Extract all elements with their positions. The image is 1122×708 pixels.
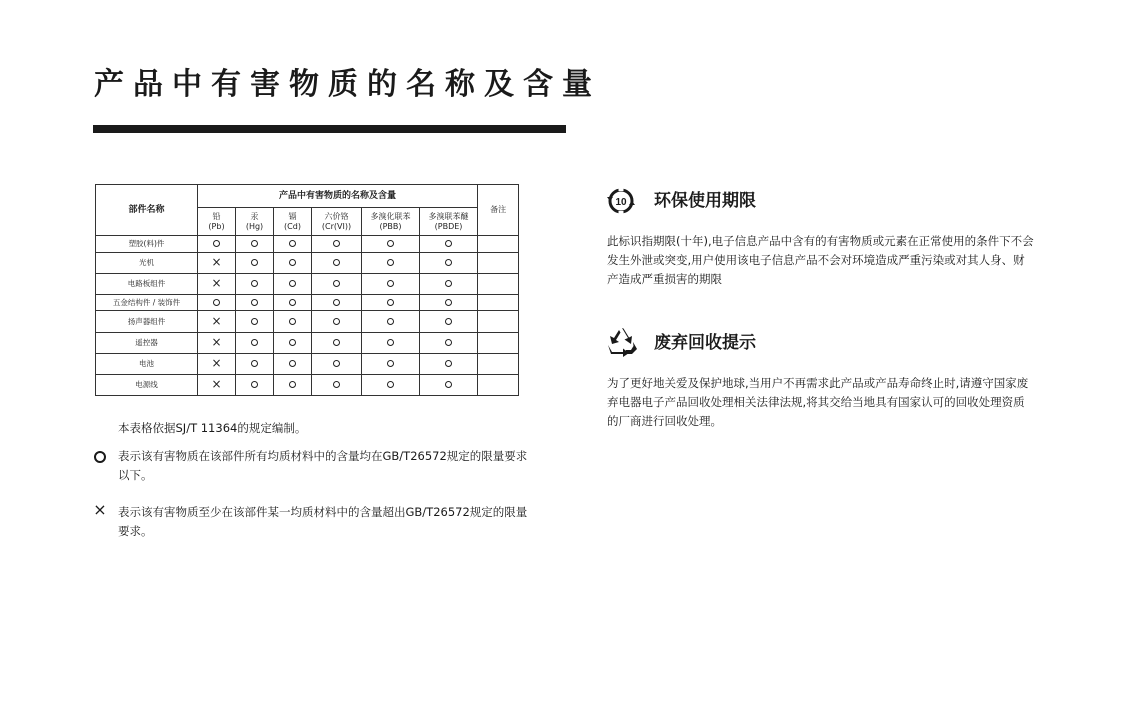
substance-header <box>274 208 312 236</box>
below-limit-circle <box>289 360 296 367</box>
substance-name: 多溴化联苯 <box>370 211 411 221</box>
below-limit-circle <box>251 299 258 306</box>
substance-value-cell <box>312 252 362 273</box>
substance-value-cell <box>362 236 420 253</box>
substance-value-cell <box>236 273 274 294</box>
below-limit-circle <box>213 240 220 247</box>
recycling-body: 为了更好地关爱及保护地球,当用户不再需求此产品或产品寿命终止时,请遵守国家废弃电器电子产品回收处理相关法律法规,将其交给当地具有国家认可的回收处理资质的厂商进行回收处理。 <box>607 376 1029 428</box>
below-limit-circle <box>289 318 296 325</box>
part-name-cell: 电池 <box>96 353 198 374</box>
substance-value-cell <box>274 332 312 353</box>
below-limit-circle <box>251 240 258 247</box>
substance-name: 六价铬 <box>324 211 349 221</box>
below-limit-circle <box>387 360 394 367</box>
substance-symbol: (PBB) <box>379 221 402 231</box>
substance-value-cell <box>198 294 236 311</box>
remark-cell <box>478 332 519 353</box>
substance-value-cell <box>198 252 236 273</box>
substance-value-cell <box>420 273 478 294</box>
substance-value-cell <box>198 273 236 294</box>
substance-value-cell <box>312 294 362 311</box>
substance-value-cell <box>274 311 312 332</box>
below-limit-circle <box>387 339 394 346</box>
part-name-cell: 扬声器组件 <box>96 311 198 332</box>
remark-cell <box>478 236 519 253</box>
substance-symbol: (Cr(VI)) <box>321 221 352 231</box>
below-limit-circle <box>333 318 340 325</box>
substance-value-cell <box>420 236 478 253</box>
table-row <box>96 236 519 253</box>
part-name-header: 部件名称 <box>96 185 198 236</box>
substance-value-cell <box>198 353 236 374</box>
substance-value-cell <box>236 374 274 395</box>
substance-value-cell <box>420 353 478 374</box>
substance-value-cell <box>362 311 420 332</box>
part-name-cell: 电源线 <box>96 374 198 395</box>
substance-value-cell <box>362 353 420 374</box>
substance-name: 铅 <box>212 211 221 221</box>
remark-cell <box>478 252 519 273</box>
substance-symbol: (Cd) <box>284 221 301 231</box>
substance-value-cell <box>420 374 478 395</box>
below-limit-circle <box>251 360 258 367</box>
exceeds-limit-cross: × <box>211 314 222 328</box>
substance-value-cell <box>236 311 274 332</box>
substance-value-cell <box>362 332 420 353</box>
substance-value-cell <box>362 374 420 395</box>
substance-header <box>198 208 236 236</box>
circle-legend-icon <box>94 451 106 463</box>
substance-header <box>312 208 362 236</box>
part-name-cell: 光机 <box>96 252 198 273</box>
remark-cell <box>478 311 519 332</box>
table-row <box>96 311 519 332</box>
below-limit-circle <box>387 381 394 388</box>
substance-value-cell <box>198 236 236 253</box>
substance-value-cell <box>274 294 312 311</box>
below-limit-circle <box>387 299 394 306</box>
substance-value-cell <box>236 353 274 374</box>
substance-value-cell <box>420 332 478 353</box>
below-limit-circle <box>387 318 394 325</box>
below-limit-circle <box>251 318 258 325</box>
exceeds-limit-cross: × <box>211 276 222 291</box>
substance-value-cell <box>312 374 362 395</box>
epup-10-icon <box>607 187 635 215</box>
substance-value-cell <box>236 252 274 273</box>
below-limit-circle <box>387 240 394 247</box>
substance-value-cell <box>274 236 312 253</box>
substance-value-cell <box>420 311 478 332</box>
epup-icon-number: 10 <box>615 197 627 208</box>
table-row <box>96 332 519 353</box>
substance-value-cell <box>236 236 274 253</box>
cross-legend-icon: × <box>93 500 107 519</box>
table-row <box>96 353 519 374</box>
remark-cell <box>478 374 519 395</box>
substance-header <box>420 208 478 236</box>
below-limit-circle <box>445 381 452 388</box>
substance-value-cell <box>312 311 362 332</box>
below-limit-circle <box>251 339 258 346</box>
below-limit-circle <box>445 318 452 325</box>
substance-value-cell <box>236 294 274 311</box>
below-limit-circle <box>333 339 340 346</box>
substance-symbol: (Pb) <box>208 221 225 231</box>
substance-value-cell <box>312 332 362 353</box>
substance-value-cell <box>420 294 478 311</box>
substance-symbol: (PBDE) <box>434 221 463 231</box>
below-limit-circle <box>445 240 452 247</box>
below-limit-circle <box>387 280 394 287</box>
below-limit-circle <box>445 259 452 266</box>
substance-value-cell <box>236 332 274 353</box>
substance-value-cell <box>274 374 312 395</box>
below-limit-circle <box>333 280 340 287</box>
exceeds-limit-cross: × <box>211 377 222 392</box>
part-name-cell: 电路板组件 <box>96 273 198 294</box>
recycling-title: 废弃回收提示 <box>654 333 756 353</box>
exceeds-limit-cross: × <box>211 356 222 371</box>
substance-value-cell <box>274 273 312 294</box>
below-limit-circle <box>333 299 340 306</box>
substance-value-cell <box>198 332 236 353</box>
below-limit-circle <box>289 259 296 266</box>
below-limit-circle <box>333 360 340 367</box>
substance-value-cell <box>274 353 312 374</box>
substance-name: 汞 <box>250 211 259 221</box>
substance-name: 镉 <box>288 211 297 221</box>
exceeds-limit-cross: × <box>211 255 222 270</box>
below-limit-circle <box>445 339 452 346</box>
remark-cell <box>478 353 519 374</box>
hazardous-substance-table <box>95 184 519 396</box>
below-limit-circle <box>289 299 296 306</box>
substance-value-cell <box>312 273 362 294</box>
cross-legend-text: 表示该有害物质至少在该部件某一均质材料中的含量超出GB/T26572规定的限量要求。 <box>118 505 528 538</box>
env-period-title: 环保使用期限 <box>654 191 756 211</box>
part-name-cell: 塑胶(料)件 <box>96 236 198 253</box>
substance-value-cell <box>198 311 236 332</box>
substance-value-cell <box>362 273 420 294</box>
below-limit-circle <box>445 280 452 287</box>
page-title: 产品中有害物质的名称及含量 <box>94 67 601 102</box>
below-limit-circle <box>445 299 452 306</box>
remark-cell <box>478 273 519 294</box>
circle-legend-text: 表示该有害物质在该部件所有均质材料中的含量均在GB/T26572规定的限量要求以下。 <box>118 449 528 482</box>
substance-value-cell <box>362 252 420 273</box>
below-limit-circle <box>289 339 296 346</box>
substance-name: 多溴联苯醚 <box>428 211 469 221</box>
substance-value-cell <box>420 252 478 273</box>
below-limit-circle <box>213 299 220 306</box>
substance-value-cell <box>274 252 312 273</box>
part-name-cell: 遥控器 <box>96 332 198 353</box>
title-underline-bar <box>93 125 566 133</box>
below-limit-circle <box>289 240 296 247</box>
below-limit-circle <box>387 259 394 266</box>
table-row <box>96 374 519 395</box>
table-row <box>96 252 519 273</box>
remarks-header: 备注 <box>478 185 519 236</box>
table-basis-note: 本表格依据SJ/T 11364的规定编制。 <box>118 421 307 435</box>
below-limit-circle <box>289 381 296 388</box>
part-name-cell: 五金结构件 / 装饰件 <box>96 294 198 311</box>
substance-value-cell <box>312 353 362 374</box>
env-period-body: 此标识指期限(十年),电子信息产品中含有的有害物质或元素在正常使用的条件下不会发生外泄或突变,用户使用该电子信息产品不会对环境造成严重污染或对其人身、财产造成严重损害的期限 <box>607 234 1034 286</box>
substance-header <box>236 208 274 236</box>
recycle-icon <box>606 327 638 357</box>
table-row <box>96 294 519 311</box>
below-limit-circle <box>333 259 340 266</box>
substance-symbol: (Hg) <box>245 221 264 231</box>
substance-value-cell <box>198 374 236 395</box>
below-limit-circle <box>251 259 258 266</box>
below-limit-circle <box>333 240 340 247</box>
substance-value-cell <box>362 294 420 311</box>
below-limit-circle <box>289 280 296 287</box>
remark-cell <box>478 294 519 311</box>
exceeds-limit-cross: × <box>211 335 222 350</box>
below-limit-circle <box>445 360 452 367</box>
below-limit-circle <box>333 381 340 388</box>
below-limit-circle <box>251 381 258 388</box>
below-limit-circle <box>251 280 258 287</box>
substance-header <box>362 208 420 236</box>
substance-group-header: 产品中有害物质的名称及含量 <box>198 185 478 208</box>
substance-value-cell <box>312 236 362 253</box>
table-row <box>96 273 519 294</box>
